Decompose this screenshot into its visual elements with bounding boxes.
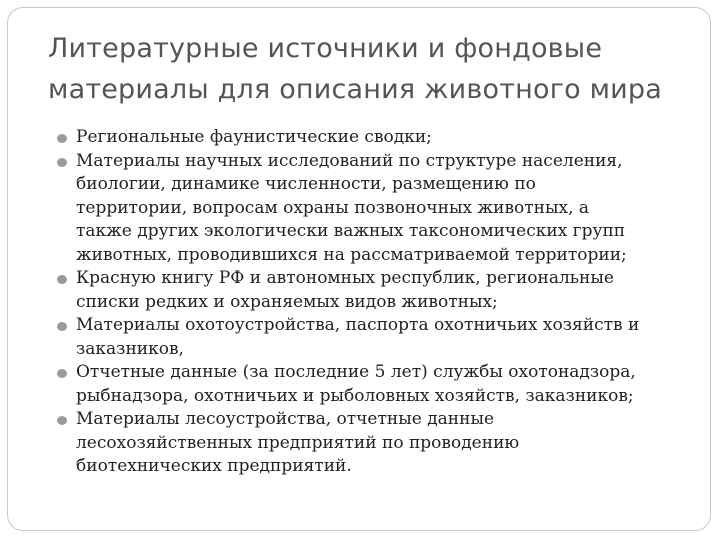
- bullet-dot-icon: [57, 158, 67, 167]
- bullet-item: [56, 126, 716, 150]
- bullet-text-line: Красную книгу РФ и автономных республик, региональные: [76, 268, 614, 288]
- bullet-text-line: списки редких и охраняемых видов животных;: [76, 291, 498, 312]
- bullet-text-line: Материалы охотоустройства, паспорта охотничьих хозяйств и: [76, 315, 640, 335]
- bullet-text-line: Региональные фаунистические сводки;: [76, 127, 432, 147]
- bullet-item: [56, 361, 716, 408]
- bullet-text-line: Отчетные данные (за последние 5 лет) службы охотонадзора,: [76, 362, 636, 382]
- bullet-text-line: лесохозяйственных предприятий по проводению: [76, 432, 520, 453]
- bullet-dot-icon: [57, 416, 67, 425]
- bullet-item: [56, 408, 716, 479]
- bullet-item: [56, 267, 716, 314]
- bullet-item: [56, 314, 716, 361]
- bullet-text-line: Материалы лесоустройства, отчетные данные: [76, 409, 495, 429]
- slide-title-line: материалы для описания животного мира: [48, 74, 663, 105]
- slide-frame: [7, 7, 711, 531]
- bullet-text-line: также других экологически важных таксономических групп: [76, 221, 626, 241]
- bullet-list: [56, 126, 716, 479]
- bullet-item: [56, 150, 716, 268]
- bullet-dot-icon: [57, 134, 67, 143]
- bullet-text-line: животных, проводившихся на рассматриваемой территории;: [76, 244, 627, 265]
- bullet-text-line: рыбнадзора, охотничьих и рыболовных хозяйств, заказников;: [76, 385, 634, 406]
- slide-title: [48, 28, 708, 110]
- bullet-text-line: Материалы научных исследований по структуре населения,: [76, 150, 623, 171]
- bullet-text-line: заказников,: [76, 338, 184, 359]
- slide-title-line: Литературные источники и фондовые: [48, 33, 603, 64]
- bullet-text-line: территории, вопросам охраны позвоночных животных, а: [76, 197, 590, 218]
- bullet-dot-icon: [57, 322, 67, 331]
- bullet-text-line: биологии, динамике численности, размещению по: [76, 174, 536, 194]
- bullet-dot-icon: [57, 369, 67, 378]
- bullet-text-line: биотехнических предприятий.: [76, 456, 352, 476]
- bullet-dot-icon: [57, 275, 67, 284]
